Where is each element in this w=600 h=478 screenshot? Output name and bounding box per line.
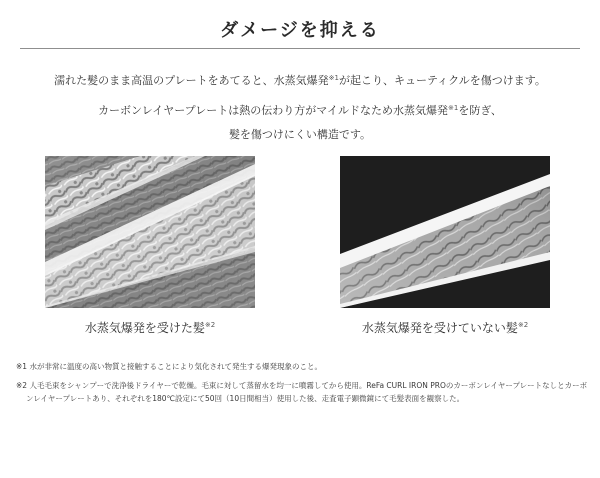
intro-line-2 [10, 101, 590, 118]
damaged-hair-micrograph [45, 156, 255, 308]
footnote-1: ※1 水が非常に温度の高い物質と接触することにより気化されて発生する爆発現象のこと。 [16, 362, 322, 371]
intro-line-1-tail: が起こり、キューティクルを傷つけます。 [338, 74, 546, 87]
undamaged-hair-caption [315, 319, 575, 336]
damaged-hair-caption [20, 319, 280, 336]
section-title: ダメージを抑える [220, 20, 380, 41]
undamaged-hair-micrograph [340, 156, 550, 308]
undamaged-hair-image [340, 156, 550, 308]
damaged-hair-image [45, 156, 255, 308]
footnote-mark-2b: ※2 [517, 321, 529, 329]
footnote-mark-2: ※2 [204, 321, 216, 329]
intro-line-3: 髪を傷つけにくい構造です。 [228, 128, 372, 141]
intro-line-2-tail: を防ぎ、 [458, 104, 502, 117]
undamaged-hair-caption-text: 水蒸気爆発を受けていない髪 [361, 321, 518, 335]
intro-line-1 [10, 71, 590, 88]
intro-line-1-text: 濡れた髪のまま高温のプレートをあてると、水蒸気爆発 [54, 74, 329, 87]
footnote-mark-1: ※1 [328, 74, 339, 82]
title-divider [20, 48, 580, 49]
footnote-mark-1b: ※1 [448, 104, 459, 112]
footnote-2: ※2 人毛毛束をシャンプーで洗浄後ドライヤーで乾燥。毛束に対して蒸留水を均一に噴霧してから使用。ReFa CURL IRON PROのカーボンレイヤープレートなしとカーボンレイヤープレートあり、それぞれを180℃設定にて50回（10日間相当）使用した後、走査電子顕微鏡にて毛髪表面を観察した。 [16, 381, 588, 403]
damaged-hair-caption-text: 水蒸気爆発を受けた髪 [84, 321, 205, 335]
intro-line-2-text: カーボンレイヤープレートは熱の伝わり方がマイルドなため水蒸気爆発 [98, 104, 449, 117]
